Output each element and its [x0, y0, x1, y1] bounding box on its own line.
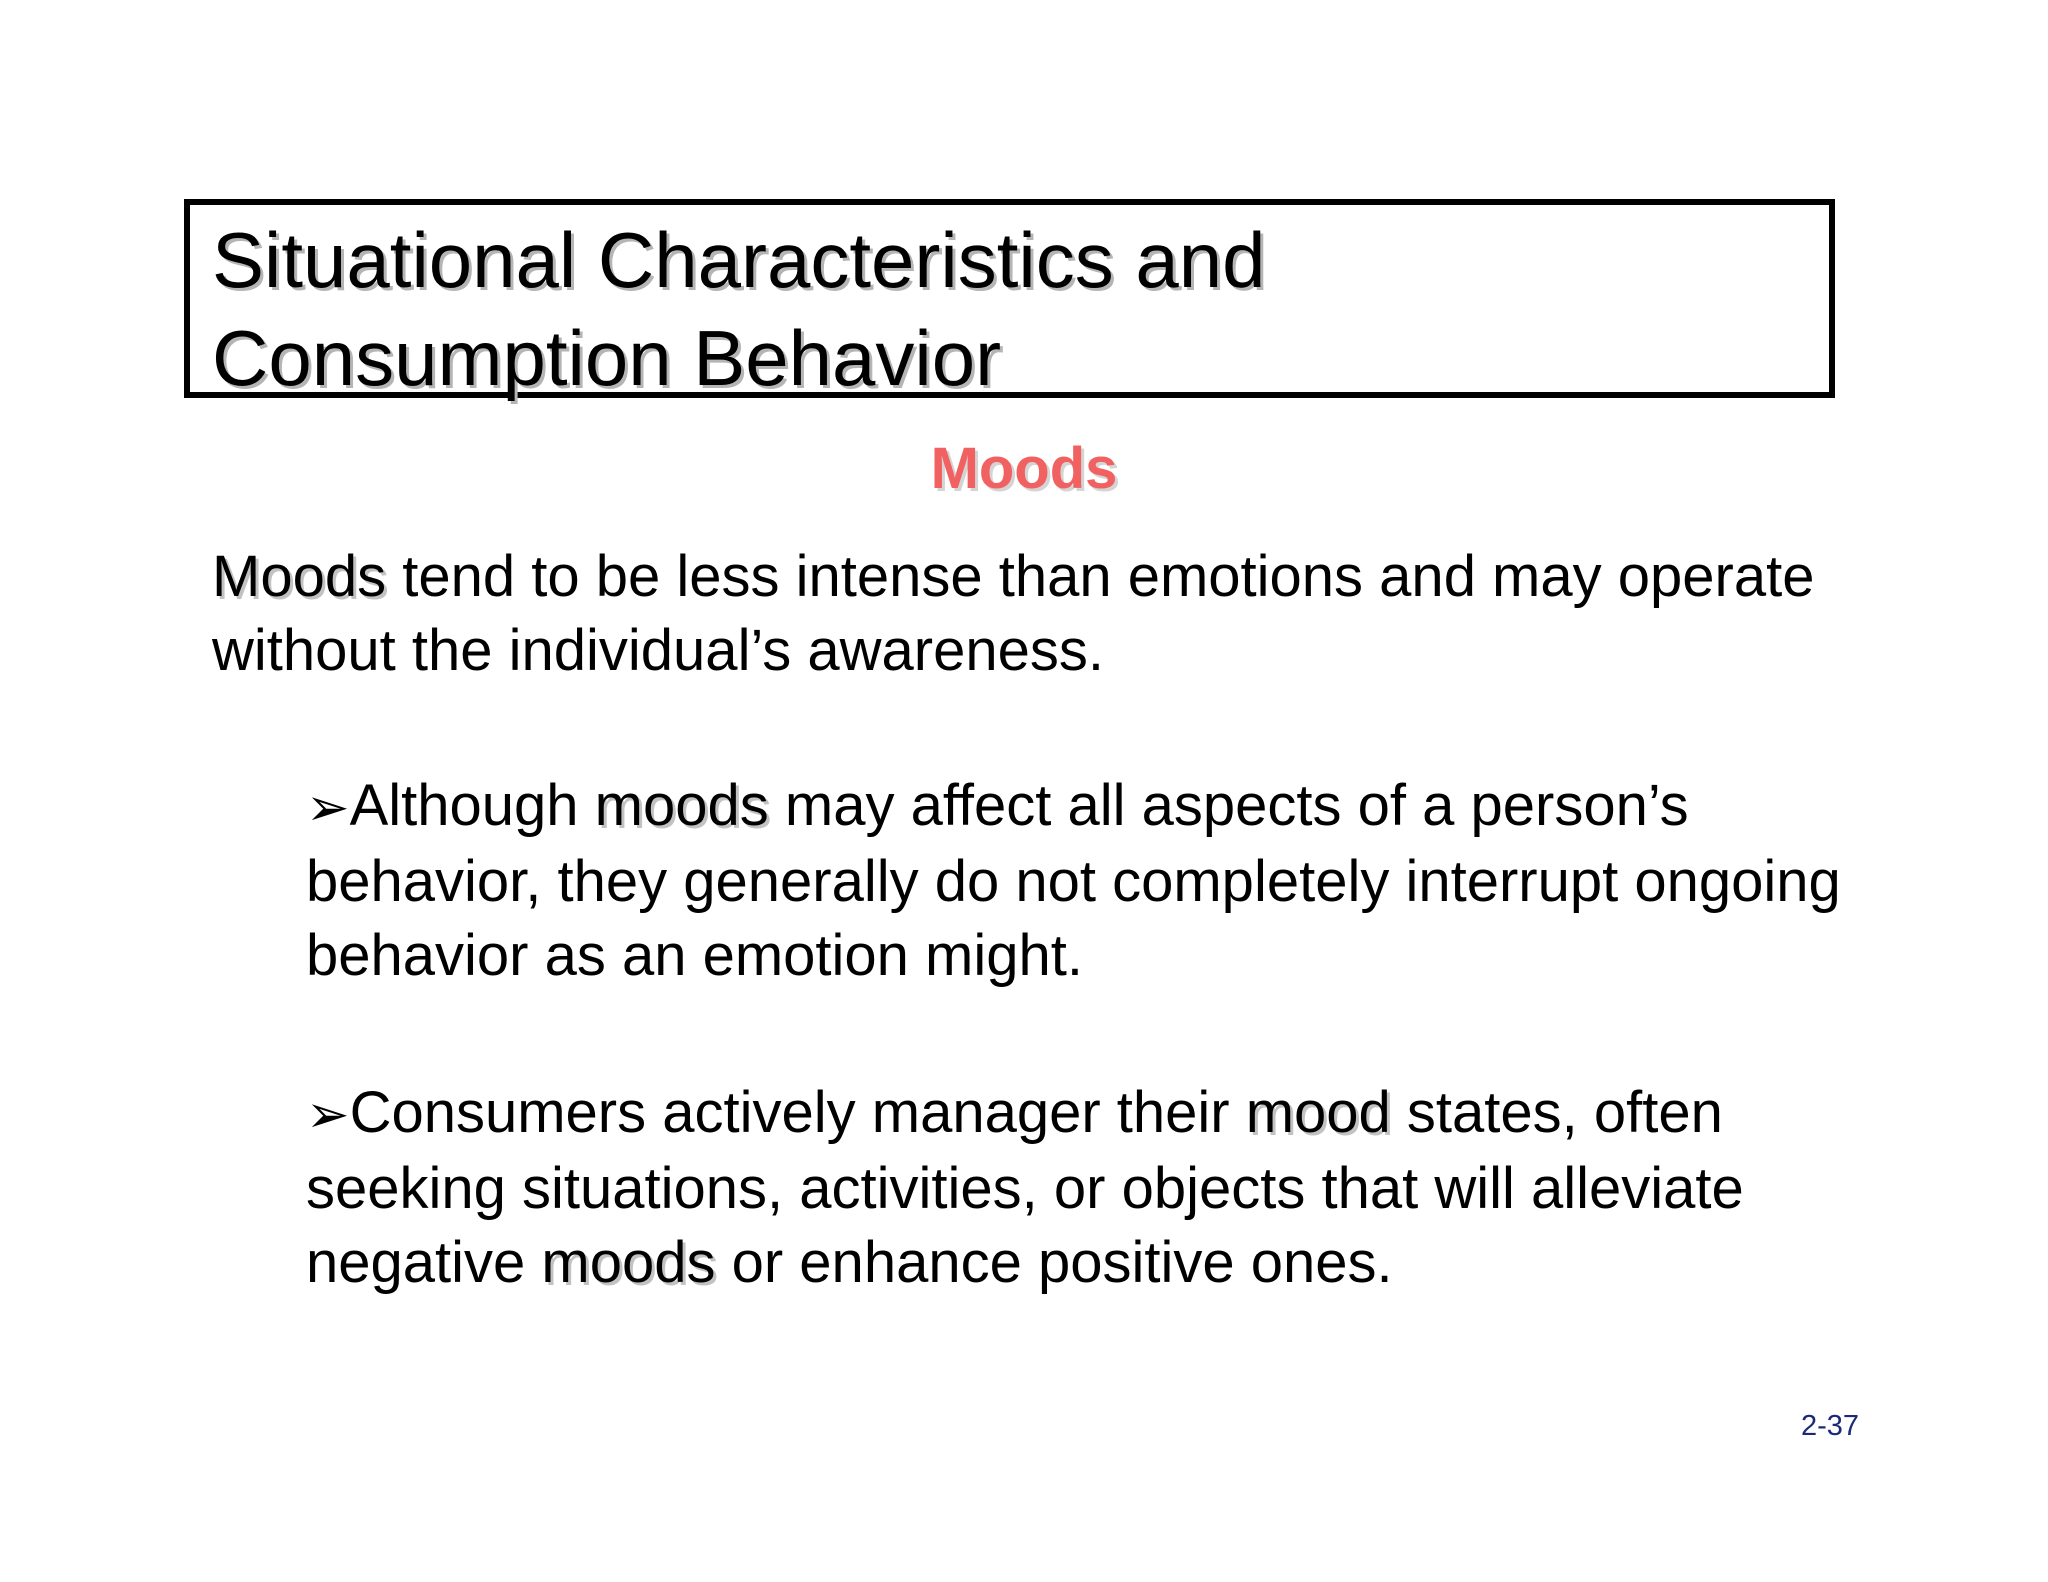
slide-title: [212, 211, 1266, 407]
intro-paragraph: [212, 540, 1872, 688]
bullet-2-text-end: or enhance positive ones.: [715, 1230, 1393, 1295]
page-number: 2-37: [1800, 1410, 1860, 1442]
arrow-bullet-icon: ➢: [306, 778, 350, 838]
keyword-moods: moods: [541, 1230, 716, 1295]
keyword-moods: moods: [594, 773, 769, 838]
bullet-item-1: [306, 769, 1866, 993]
arrow-bullet-icon: ➢: [306, 1085, 350, 1145]
bullet-2-text-middle: states, often seeking situations, activities, or objects that will alleviate negative: [306, 1080, 1744, 1295]
bullet-2-text-start: Consumers actively manager their: [349, 1080, 1246, 1145]
keyword-mood: mood: [1245, 1080, 1391, 1145]
slide-title-line-2: Consumption Behavior: [212, 314, 1002, 402]
slide-subtitle: Moods: [930, 436, 1118, 501]
bullet-1-text-start: Although: [349, 773, 595, 838]
intro-text: tend to be less intense than emotions and may operate without the individual’s awareness.: [212, 544, 1815, 683]
slide-title-line-1: Situational Characteristics and: [212, 216, 1266, 304]
title-box: [184, 199, 1835, 402]
keyword-moods: Moods: [212, 544, 387, 609]
bullet-1-text-end: may affect all aspects of a person’s behavior, they generally do not completely interrupt ongoing behavior as an emotion might.: [306, 773, 1841, 988]
bullet-item-2: [306, 1076, 1866, 1300]
